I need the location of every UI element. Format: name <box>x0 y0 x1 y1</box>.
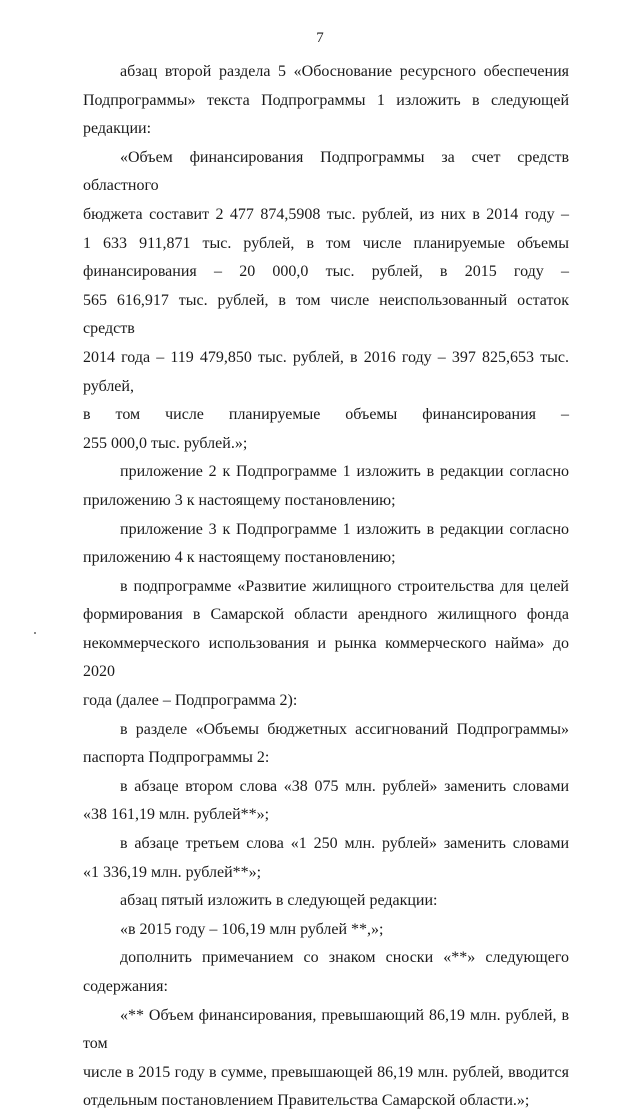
text-line: приложению 3 к настоящему постановлению; <box>83 491 396 509</box>
text-line: «** Объем финансирования, превышающий 86,19 млн. рублей, в том <box>83 1006 569 1053</box>
text-line: в абзаце третьем слова «1 250 млн. рублей» заменить словами <box>120 835 569 853</box>
text-line: отдельным постановлением Правительства Самарской области.»; <box>83 1092 530 1110</box>
paragraph <box>83 916 569 945</box>
text-line: Подпрограммы» текста Подпрограммы 1 изложить в следующей редакции: <box>83 91 569 138</box>
document-body <box>83 58 569 1116</box>
text-line: абзац второй раздела 5 «Обоснование ресурсного обеспечения <box>120 63 569 80</box>
text-line: дополнить примечанием со знаком сноски «**» следующего <box>120 949 569 967</box>
paragraph <box>83 716 569 773</box>
paragraph <box>83 458 569 515</box>
text-line: «Объем финансирования Подпрограммы за счет средств областного <box>83 148 569 195</box>
text-line: 255 000,0 тыс. рублей.»; <box>83 434 248 452</box>
text-line: абзац пятый изложить в следующей редакции: <box>120 892 438 910</box>
text-line: формирования в Самарской области арендного жилищного фонда <box>83 606 569 624</box>
text-line: «38 161,19 млн. рублей**»; <box>83 806 270 824</box>
text-line: 2014 года – 119 479,850 тыс. рублей, в 2016 году – 397 825,653 тыс. рублей, <box>83 348 569 395</box>
text-line: 1 633 911,871 тыс. рублей, в том числе планируемые объемы <box>83 234 569 252</box>
text-line: содержания: <box>83 978 168 995</box>
text-line: финансирования – 20 000,0 тыс. рублей, в 2015 году – <box>83 263 569 281</box>
page-number: 7 <box>316 30 324 46</box>
paragraph <box>83 944 569 1001</box>
text-line: «в 2015 году – 106,19 млн рублей **,»; <box>120 920 384 938</box>
paragraph <box>83 58 569 144</box>
text-line: паспорта Подпрограммы 2: <box>83 749 270 767</box>
text-line: года (далее – Подпрограмма 2): <box>83 692 298 710</box>
paragraph <box>83 1002 569 1116</box>
text-line: приложение 3 к Подпрограмме 1 изложить в редакции согласно <box>120 520 569 538</box>
paragraph <box>83 144 569 459</box>
text-line: приложение 2 к Подпрограмме 1 изложить в редакции согласно <box>120 463 569 481</box>
paragraph <box>83 516 569 573</box>
paragraph <box>83 830 569 887</box>
paragraph <box>83 887 569 916</box>
text-line: в том числе планируемые объемы финансирования – <box>83 406 569 424</box>
text-line: в подпрограмме «Развитие жилищного строительства для целей <box>120 577 569 595</box>
margin-mark <box>34 632 36 634</box>
text-line: числе в 2015 году в сумме, превышающей 86,19 млн. рублей, вводится <box>83 1063 569 1081</box>
text-line: в разделе «Объемы бюджетных ассигнований Подпрограммы» <box>120 720 569 738</box>
text-line: «1 336,19 млн. рублей**»; <box>83 863 262 881</box>
text-line: в абзаце втором слова «38 075 млн. рублей» заменить словами <box>120 777 569 795</box>
text-line: приложению 4 к настоящему постановлению; <box>83 549 396 567</box>
text-line: 565 616,917 тыс. рублей, в том числе неиспользованный остаток средств <box>83 291 569 338</box>
paragraph <box>83 573 569 716</box>
text-line: некоммерческого использования и рынка коммерческого найма» до 2020 <box>83 634 569 681</box>
paragraph <box>83 773 569 830</box>
text-line: бюджета составит 2 477 874,5908 тыс. рублей, из них в 2014 году – <box>83 205 569 223</box>
